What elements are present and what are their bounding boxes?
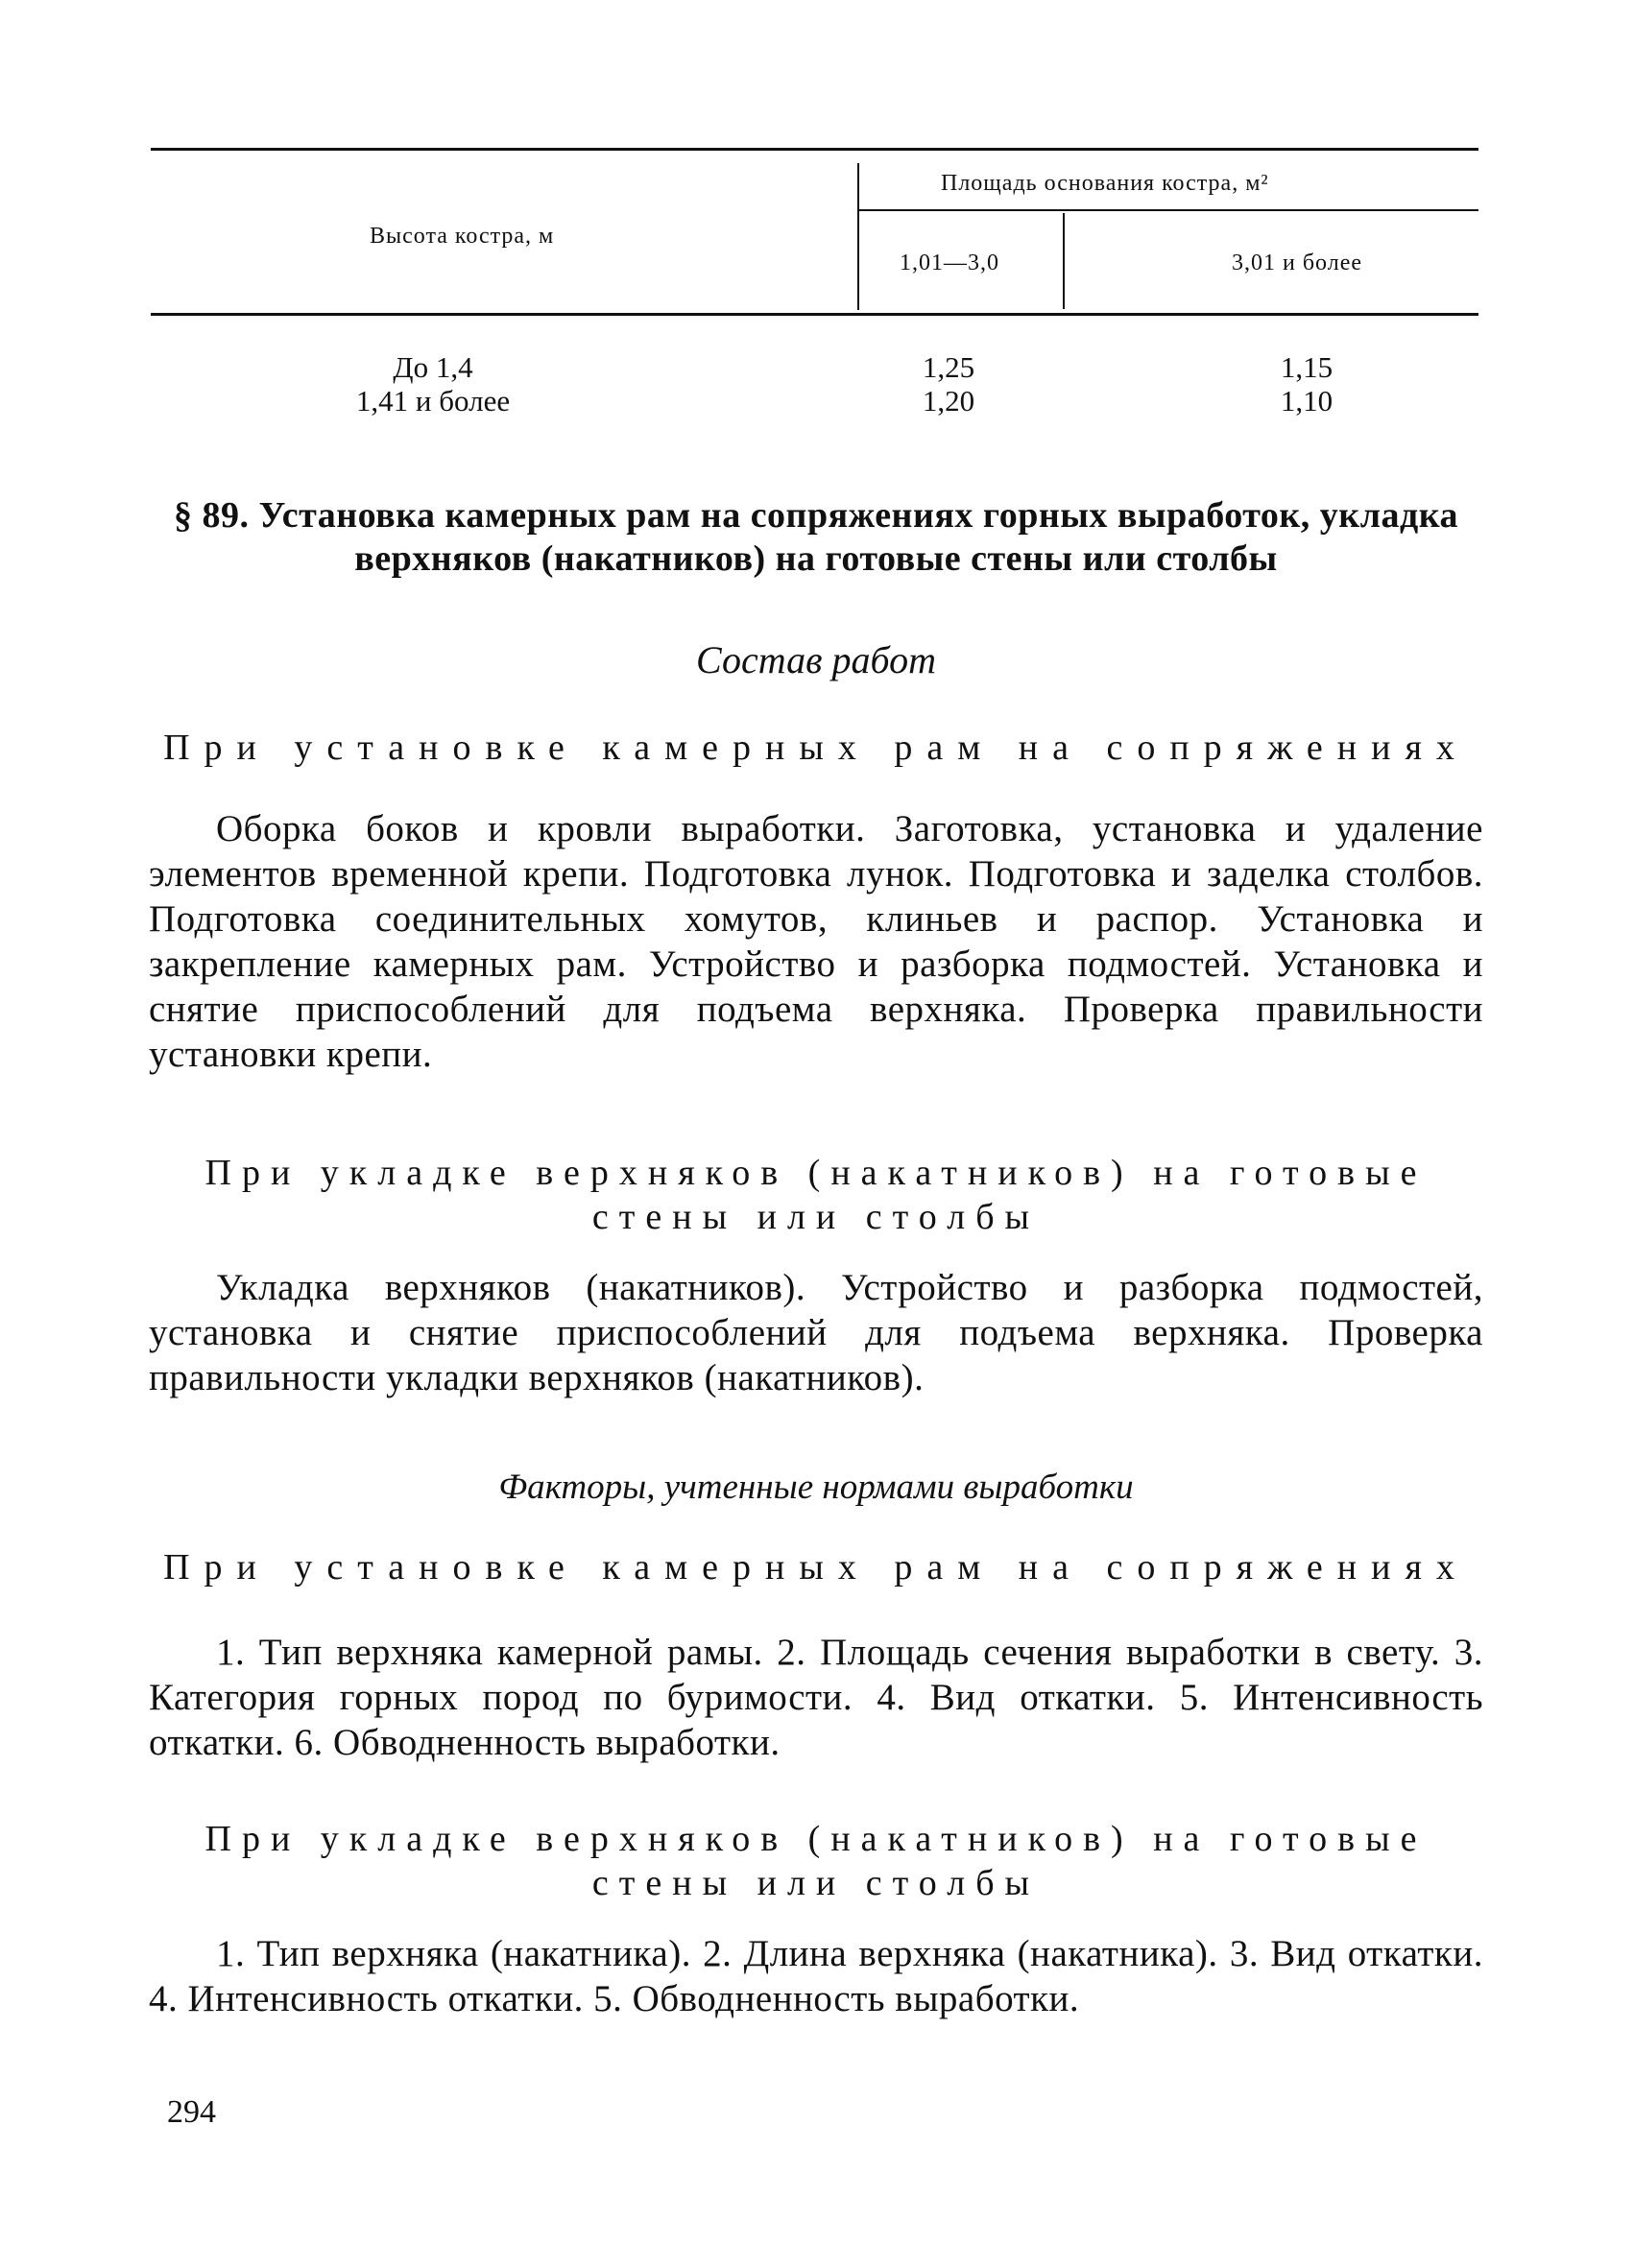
table-column-divider xyxy=(857,163,859,310)
page-number: 294 xyxy=(167,2094,216,2130)
factors-heading: Факторы, учтенные нормами выработки xyxy=(498,1468,1134,1507)
paragraph-caps-laying-factors: 1. Тип верхняка (накатника). 2. Длина верхняка (накатника). 3. Вид откатки. 4. Интенсивность откатки. 5. Обводненность выработки. xyxy=(149,1933,1483,2019)
table-cell-v1-row1: 1,25 xyxy=(922,350,975,384)
table-cell-v1-row2: 1,20 xyxy=(922,384,975,418)
table-top-rule xyxy=(151,148,1478,151)
table-subheader-range2: 3,01 и более xyxy=(1232,251,1363,275)
table-cell-v2-row1: 1,15 xyxy=(1280,350,1334,384)
table-subheader-range1: 1,01—3,0 xyxy=(900,251,999,275)
table-header-height: Высота костра, м xyxy=(370,224,555,249)
section-title: § 89. Установка камерных рам на сопряжениях горных выработок, укладка верхняков (накатников) на готовые стены или столбы xyxy=(173,495,1459,579)
table-subheader-rule xyxy=(857,209,1478,211)
paragraph-caps-laying-work: Укладка верхняков (накатников). Устройство и разборка подмостей, установка и снятие приспособлений для подъема верхняка. Проверка правильности укладки верхняков (накатников). xyxy=(149,1267,1483,1398)
subheading-chamber-frames: При установке камерных рам на сопряжениях xyxy=(163,728,1469,768)
subheading-caps-laying-factors: При укладке верхняков (накатников) на готовые стены или столбы xyxy=(204,1819,1428,1903)
table-cell-v2-row2: 1,10 xyxy=(1280,384,1334,418)
table-header-bottom-rule xyxy=(151,313,1478,316)
table-header-area: Площадь основания костра, м² xyxy=(941,171,1269,196)
subheading-caps-laying: При укладке верхняков (накатников) на готовые стены или столбы xyxy=(204,1153,1428,1237)
composition-heading: Состав работ xyxy=(696,638,936,681)
paragraph-chamber-frames-factors: 1. Тип верхняка камерной рамы. 2. Площадь сечения выработки в свету. 3. Категория горных пород по буримости. 4. Вид откатки. 5. Интенсивность откатки. 6. Обводненность выработки. xyxy=(149,1632,1483,1763)
paragraph-chamber-frames-work: Оборка боков и кровли выработки. Заготовка, установка и удаление элементов временной крепи. Подготовка лунок. Подготовка и заделка столбов. Подготовка соединительных хомутов, клиньев и распор. Установка и закрепление камерных рам. Устройство и разборка подмостей. Установка и снятие приспособлений для подъема верхняка. Проверка правильности установки крепи. xyxy=(149,808,1483,1075)
table-cell-height-row2: 1,41 и более xyxy=(355,384,511,418)
subheading-chamber-frames-factors: При установке камерных рам на сопряжениях xyxy=(163,1547,1469,1588)
table-subcolumn-divider xyxy=(1063,213,1065,309)
table-cell-height-row1: До 1,4 xyxy=(393,350,473,384)
